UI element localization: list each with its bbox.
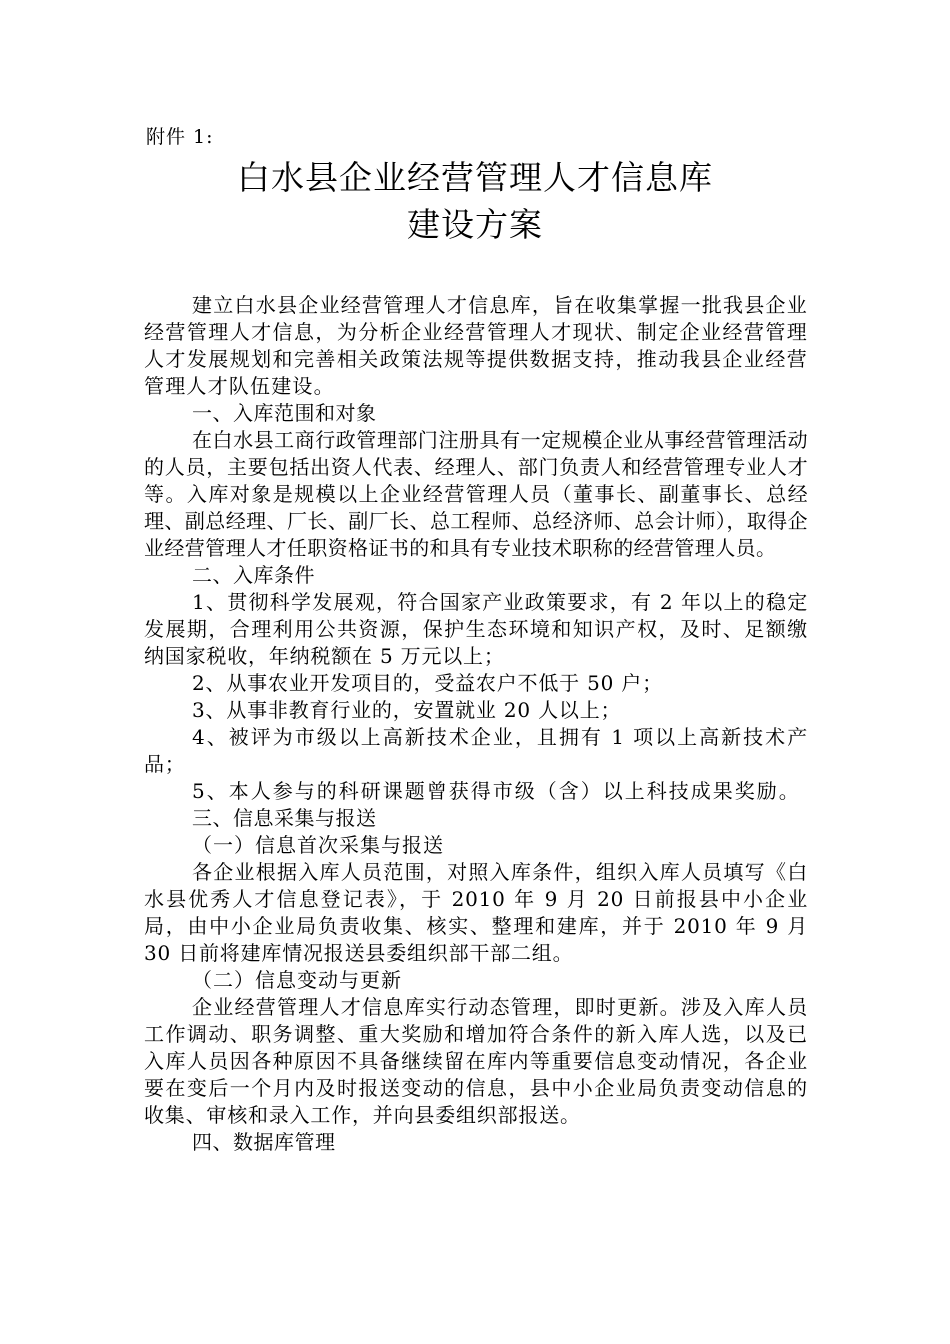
section3-heading: 三、信息采集与报送	[192, 806, 377, 830]
section4-heading: 四、数据库管理	[192, 1130, 336, 1154]
condition-item-2: 2、从事农业开发项目的，受益农户不低于 50 户；	[192, 671, 663, 695]
condition-item-5: 5、本人参与的科研课题曾获得市级（含）以上科技成果奖励。	[192, 779, 801, 803]
document-title-line1: 白水县企业经营管理人才信息库	[237, 158, 713, 197]
section3-sub1-paragraph: 各企业根据入库人员范围，对照入库条件，组织入库人员填写《白水县优秀人才信息登记表》，于 2010 年 9 月 20 日前报县中小企业局，由中小企业局负责收集、核实、整理和建库，并于 2010 年 9 月 30 日前将建库情况报送县委组织部干部二组。	[144, 860, 808, 965]
attachment-label: 附件 1:	[146, 126, 214, 148]
condition-item-3: 3、从事非教育行业的，安置就业 20 人以上；	[192, 698, 622, 722]
section3-sub2-paragraph: 企业经营管理人才信息库实行动态管理，即时更新。涉及入库人员工作调动、职务调整、重大奖励和增加符合条件的新入库人选，以及已入库人员因各种原因不具备继续留在库内等重要信息变动情况，各企业要在变后一个月内及时报送变动的信息，县中小企业局负责变动信息的收集、审核和录入工作，并向县委组织部报送。	[144, 995, 808, 1127]
section1-paragraph: 在白水县工商行政管理部门注册具有一定规模企业从事经营管理活动的人员，主要包括出资人代表、经理人、部门负责人和经营管理专业人才等。入库对象是规模以上企业经营管理人员（董事长、副董事长、总经理、副总经理、厂长、副厂长、总工程师、总经济师、总会计师），取得企业经营管理人才任职资格证书的和具有专业技术职称的经营管理人员。	[144, 428, 808, 560]
section1-heading: 一、入库范围和对象	[192, 401, 377, 425]
document-title-line2: 建设方案	[407, 205, 543, 244]
section3-sub2-title: （二）信息变动与更新	[192, 968, 402, 992]
section2-heading: 二、入库条件	[192, 563, 315, 587]
intro-paragraph: 建立白水县企业经营管理人才信息库，旨在收集掌握一批我县企业经营管理人才信息，为分析企业经营管理人才现状、制定企业经营管理人才发展规划和完善相关政策法规等提供数据支持，推动我县企业经营管理人才队伍建设。	[144, 293, 808, 398]
condition-item-4: 4、被评为市级以上高新技术企业，且拥有 1 项以上高新技术产品；	[144, 725, 808, 776]
section3-sub1-title: （一）信息首次采集与报送	[192, 833, 444, 857]
condition-item-1: 1、贯彻科学发展观，符合国家产业政策要求，有 2 年以上的稳定发展期，合理利用公共资源，保护生态环境和知识产权，及时、足额缴纳国家税收，年纳税额在 5 万元以上；	[144, 590, 808, 668]
document-body	[144, 292, 808, 1156]
